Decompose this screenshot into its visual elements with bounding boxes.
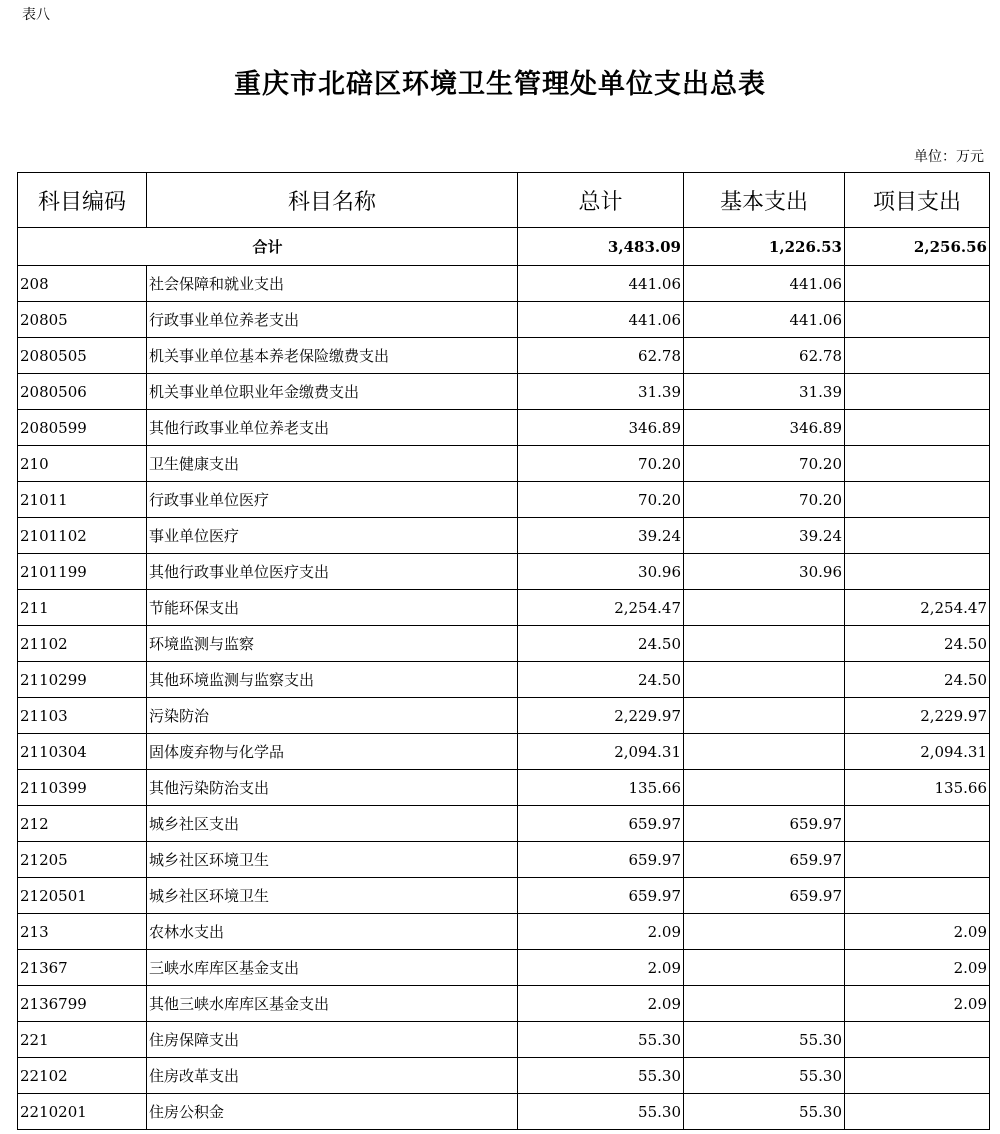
total-row [18, 228, 990, 266]
row-code: 21367 [18, 950, 147, 986]
header-name: 科目名称 [147, 173, 518, 228]
row-total: 24.50 [518, 626, 684, 662]
header-project: 项目支出 [845, 173, 990, 228]
row-total: 62.78 [518, 338, 684, 374]
row-project: 2.09 [845, 914, 990, 950]
row-total: 70.20 [518, 482, 684, 518]
row-total: 31.39 [518, 374, 684, 410]
row-code: 21102 [18, 626, 147, 662]
row-project [845, 338, 990, 374]
total-label: 合计 [18, 228, 518, 266]
row-name: 社会保障和就业支出 [147, 266, 518, 302]
total-total: 3,483.09 [518, 228, 684, 266]
table-row [18, 554, 990, 590]
table-row [18, 410, 990, 446]
row-project [845, 554, 990, 590]
row-project: 2,229.97 [845, 698, 990, 734]
row-basic [684, 590, 845, 626]
row-total: 2,229.97 [518, 698, 684, 734]
row-name: 其他三峡水库库区基金支出 [147, 986, 518, 1022]
row-code: 2110299 [18, 662, 147, 698]
row-code: 212 [18, 806, 147, 842]
row-basic: 659.97 [684, 806, 845, 842]
header-row [18, 173, 990, 228]
row-total: 2.09 [518, 914, 684, 950]
row-name: 事业单位医疗 [147, 518, 518, 554]
row-code: 208 [18, 266, 147, 302]
row-code: 2101102 [18, 518, 147, 554]
table-row [18, 698, 990, 734]
row-code: 2136799 [18, 986, 147, 1022]
row-name: 行政事业单位医疗 [147, 482, 518, 518]
row-name: 环境监测与监察 [147, 626, 518, 662]
row-total: 70.20 [518, 446, 684, 482]
row-total: 2.09 [518, 986, 684, 1022]
row-total: 659.97 [518, 806, 684, 842]
row-project: 135.66 [845, 770, 990, 806]
row-code: 213 [18, 914, 147, 950]
row-total: 135.66 [518, 770, 684, 806]
row-project [845, 878, 990, 914]
row-basic [684, 950, 845, 986]
row-basic [684, 986, 845, 1022]
table-row [18, 518, 990, 554]
row-total: 441.06 [518, 266, 684, 302]
row-name: 城乡社区环境卫生 [147, 842, 518, 878]
row-name: 机关事业单位基本养老保险缴费支出 [147, 338, 518, 374]
row-basic: 346.89 [684, 410, 845, 446]
row-total: 39.24 [518, 518, 684, 554]
row-project [845, 1058, 990, 1094]
row-total: 659.97 [518, 842, 684, 878]
row-total: 30.96 [518, 554, 684, 590]
row-project [845, 482, 990, 518]
row-basic [684, 914, 845, 950]
row-total: 346.89 [518, 410, 684, 446]
row-basic: 441.06 [684, 302, 845, 338]
table-row [18, 914, 990, 950]
row-code: 22102 [18, 1058, 147, 1094]
table-row [18, 950, 990, 986]
table-row [18, 806, 990, 842]
row-project [845, 302, 990, 338]
row-basic: 55.30 [684, 1094, 845, 1130]
row-project: 2.09 [845, 950, 990, 986]
row-code: 2120501 [18, 878, 147, 914]
row-basic: 30.96 [684, 554, 845, 590]
row-code: 2080599 [18, 410, 147, 446]
table-row [18, 374, 990, 410]
row-name: 节能环保支出 [147, 590, 518, 626]
row-project [845, 842, 990, 878]
row-code: 2101199 [18, 554, 147, 590]
row-name: 其他行政事业单位医疗支出 [147, 554, 518, 590]
unit-label: 单位：万元 [914, 149, 984, 165]
row-basic: 39.24 [684, 518, 845, 554]
header-total: 总计 [518, 173, 684, 228]
row-name: 污染防治 [147, 698, 518, 734]
row-project: 2.09 [845, 986, 990, 1022]
row-project [845, 1022, 990, 1058]
row-basic [684, 734, 845, 770]
row-code: 21011 [18, 482, 147, 518]
row-basic: 55.30 [684, 1058, 845, 1094]
row-total: 55.30 [518, 1058, 684, 1094]
table-row [18, 338, 990, 374]
row-basic: 659.97 [684, 842, 845, 878]
row-name: 其他污染防治支出 [147, 770, 518, 806]
row-name: 住房公积金 [147, 1094, 518, 1130]
table-row [18, 770, 990, 806]
row-name: 其他行政事业单位养老支出 [147, 410, 518, 446]
row-code: 21205 [18, 842, 147, 878]
row-project [845, 410, 990, 446]
row-name: 机关事业单位职业年金缴费支出 [147, 374, 518, 410]
row-project: 24.50 [845, 626, 990, 662]
table-row [18, 1094, 990, 1130]
row-code: 210 [18, 446, 147, 482]
row-basic [684, 698, 845, 734]
row-total: 2,254.47 [518, 590, 684, 626]
row-basic [684, 770, 845, 806]
row-name: 住房改革支出 [147, 1058, 518, 1094]
row-code: 21103 [18, 698, 147, 734]
table-row [18, 590, 990, 626]
row-project [845, 266, 990, 302]
row-code: 20805 [18, 302, 147, 338]
row-project [845, 518, 990, 554]
table-row [18, 302, 990, 338]
row-name: 其他环境监测与监察支出 [147, 662, 518, 698]
row-code: 2080506 [18, 374, 147, 410]
row-code: 221 [18, 1022, 147, 1058]
table-row [18, 734, 990, 770]
row-name: 三峡水库库区基金支出 [147, 950, 518, 986]
row-code: 2080505 [18, 338, 147, 374]
table-row [18, 986, 990, 1022]
row-total: 441.06 [518, 302, 684, 338]
row-basic: 659.97 [684, 878, 845, 914]
table-row [18, 662, 990, 698]
row-total: 55.30 [518, 1022, 684, 1058]
row-code: 2110399 [18, 770, 147, 806]
table-row [18, 266, 990, 302]
row-name: 固体废弃物与化学品 [147, 734, 518, 770]
row-basic: 441.06 [684, 266, 845, 302]
row-basic: 62.78 [684, 338, 845, 374]
row-project: 2,254.47 [845, 590, 990, 626]
row-name: 住房保障支出 [147, 1022, 518, 1058]
row-basic: 70.20 [684, 446, 845, 482]
row-total: 55.30 [518, 1094, 684, 1130]
row-code: 2210201 [18, 1094, 147, 1130]
row-project: 2,094.31 [845, 734, 990, 770]
row-project [845, 1094, 990, 1130]
row-total: 24.50 [518, 662, 684, 698]
row-basic [684, 662, 845, 698]
table-row [18, 878, 990, 914]
row-total: 659.97 [518, 878, 684, 914]
row-project [845, 374, 990, 410]
expenditure-table [17, 172, 990, 1130]
total-project: 2,256.56 [845, 228, 990, 266]
row-basic: 70.20 [684, 482, 845, 518]
table-row [18, 1022, 990, 1058]
page-title: 重庆市北碚区环境卫生管理处单位支出总表 [234, 69, 766, 100]
table-row [18, 446, 990, 482]
row-total: 2,094.31 [518, 734, 684, 770]
row-code: 2110304 [18, 734, 147, 770]
row-name: 城乡社区支出 [147, 806, 518, 842]
row-basic: 31.39 [684, 374, 845, 410]
header-basic: 基本支出 [684, 173, 845, 228]
header-code: 科目编码 [18, 173, 147, 228]
table-row [18, 1058, 990, 1094]
row-name: 卫生健康支出 [147, 446, 518, 482]
row-code: 211 [18, 590, 147, 626]
row-name: 行政事业单位养老支出 [147, 302, 518, 338]
total-basic: 1,226.53 [684, 228, 845, 266]
row-name: 城乡社区环境卫生 [147, 878, 518, 914]
row-project: 24.50 [845, 662, 990, 698]
row-project [845, 446, 990, 482]
row-basic [684, 626, 845, 662]
table-row [18, 626, 990, 662]
row-name: 农林水支出 [147, 914, 518, 950]
table-row [18, 482, 990, 518]
table-row [18, 842, 990, 878]
row-total: 2.09 [518, 950, 684, 986]
row-basic: 55.30 [684, 1022, 845, 1058]
row-project [845, 806, 990, 842]
table-number: 表八 [22, 7, 50, 23]
